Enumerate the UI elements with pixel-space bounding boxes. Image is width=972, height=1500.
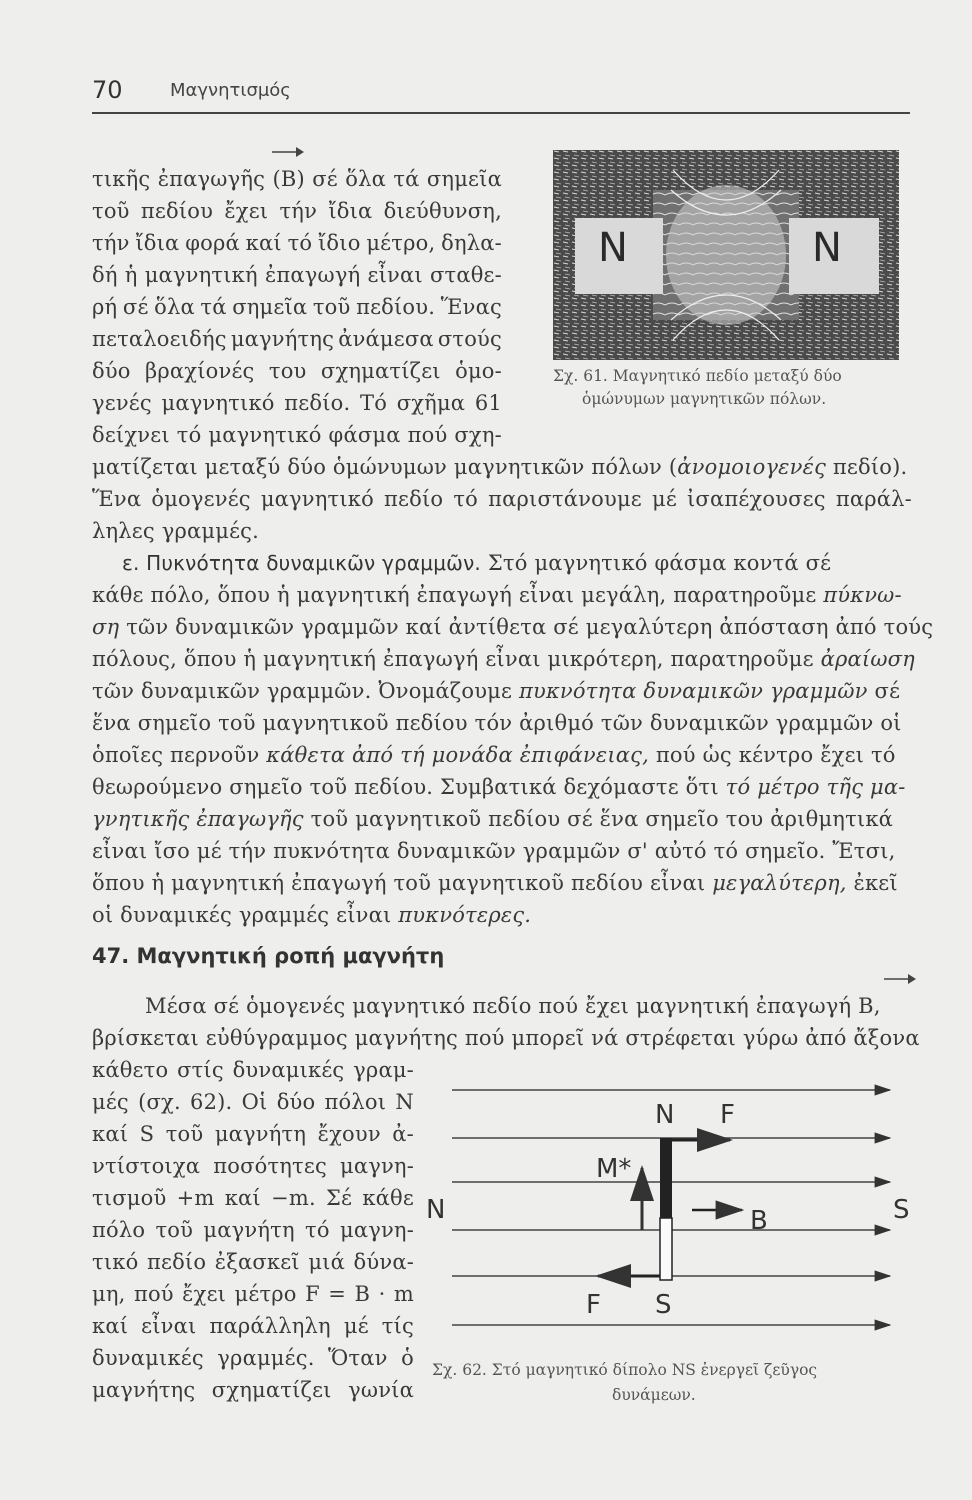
text-line: πόλο τοῦ μαγνήτη τό μαγνη- [92, 1218, 414, 1242]
text-line: τικό πεδίο ἐξασκεῖ μιά δύνα- [92, 1250, 414, 1274]
text-line: θεωρούμενο σημεῖο τοῦ πεδίου. Συμβατικά δεχόμαστε ὅτι τό μέτρο τῆς μα- [92, 775, 906, 799]
section-47-heading: 47. Μαγνητική ροπή μαγνήτη [92, 944, 445, 968]
section-e-heading: ε. Πυκνότητα δυναμικῶν γραμμῶν. [122, 551, 481, 575]
figure-62-caption: Σχ. 62. Στό μαγνητικό δίπολο NS ἐνεργεῖ ζεῦγος [432, 1361, 818, 1379]
label-f-bottom: F [586, 1290, 601, 1320]
label-s-bottom: S [655, 1290, 672, 1320]
label-m-star: M* [596, 1154, 632, 1184]
text-line: ληλες γραμμές. [92, 519, 260, 543]
text-line: μη, πού ἔχει μέτρο F = B · m [92, 1282, 414, 1306]
text-line: δή ἡ μαγνητική ἐπαγωγή εἶναι σταθε- [92, 263, 502, 287]
text-line: δυναμικές γραμμές. Ὅταν ὁ [92, 1346, 414, 1370]
text-line: ε. Πυκνότητα δυναμικῶν γραμμῶν. Στό μαγνητικό φάσμα κοντά σέ [122, 551, 832, 575]
text-line: τῶν δυναμικῶν γραμμῶν. Ὀνομάζουμε πυκνότητα δυναμικῶν γραμμῶν σέ [92, 679, 901, 703]
text-line: Μέσα σέ ὁμογενές μαγνητικό πεδίο πού ἔχει μαγνητική ἐπαγωγή B, [145, 994, 881, 1018]
text-line: ση τῶν δυναμικῶν γραμμῶν καί ἀντίθετα σέ μεγαλύτερη ἀπόσταση ἀπό τούς [92, 615, 934, 639]
text-line: κάθε πόλο, ὅπου ἡ μαγνητική ἐπαγωγή εἶναι μεγάλη, παρατηροῦμε πύκνω- [92, 583, 902, 607]
magnet-north [660, 1138, 672, 1218]
text-line: βρίσκεται εὐθύγραμμος μαγνήτης πού μπορεῖ νά στρέφεται γύρω ἀπό ἄξονα [92, 1026, 920, 1050]
text-line: πεταλοειδής μαγνήτης ἀνάμεσα στούς [92, 327, 502, 351]
text-line: δείχνει τό μαγνητικό φάσμα πού σχη- [92, 423, 502, 447]
text-line: καί εἶναι παράλληλη μέ τίς [92, 1314, 414, 1338]
figure-61-caption-2: ὁμώνυμων μαγνητικῶν πόλων. [582, 390, 827, 408]
text-line: οἱ δυναμικές γραμμές εἶναι πυκνότερες. [92, 903, 532, 927]
magnet-south [660, 1218, 672, 1280]
text-line: ρή σέ ὅλα τά σημεῖα τοῦ πεδίου. Ἕνας [92, 295, 502, 319]
text-line: Ἕνα ὁμογενές μαγνητικό πεδίο τό παριστάνουμε μέ ἰσαπέχουσες παράλ- [92, 487, 912, 511]
text-line: τισμοῦ +m καί −m. Σέ κάθε [92, 1186, 414, 1210]
label-f-top: F [720, 1100, 735, 1130]
text-line: τήν ἴδια φορά καί τό ἴδιο μέτρο, δηλα- [92, 231, 502, 255]
text-line: τοῦ πεδίου ἔχει τήν ἴδια διεύθυνση, [92, 199, 502, 223]
text-line: δύο βραχίονές του σχηματίζει ὁμο- [92, 359, 502, 383]
text-line: γνητικῆς ἐπαγωγῆς τοῦ μαγνητικοῦ πεδίου σέ ἕνα σημεῖο του ἀριθμητικά [92, 807, 894, 831]
text-line: ἕνα σημεῖο τοῦ μαγνητικοῦ πεδίου τόν ἀριθμό τῶν δυναμικῶν γραμμῶν οἱ [92, 711, 902, 735]
page-number: 70 [92, 76, 123, 104]
text-line: κάθετο στίς δυναμικές γραμ- [92, 1058, 414, 1082]
vector-arrow-icon [882, 972, 918, 986]
text-line: ὅπου ἡ μαγνητική ἐπαγωγή τοῦ μαγνητικοῦ πεδίου εἶναι μεγαλύτερη, ἐκεῖ [92, 871, 898, 895]
label-b: B [750, 1206, 768, 1236]
text-line: ντίστοιχα ποσότητες μαγνη- [92, 1154, 414, 1178]
label-s-right: S [893, 1195, 910, 1225]
text-line: πόλους, ὅπου ἡ μαγνητική ἐπαγωγή εἶναι μικρότερη, παρατηροῦμε ἀραίωση [92, 647, 915, 671]
text-line: εἶναι ἴσο μέ τήν πυκνότητα δυναμικῶν γραμμῶν σ' αὐτό τό σημεῖο. Ἔτσι, [92, 839, 896, 863]
running-title: Μαγνητισμός [170, 80, 291, 101]
text-line: ὁποῖες περνοῦν κάθετα ἀπό τή μονάδα ἐπιφάνειας, πού ὡς κέντρο ἔχει τό [92, 743, 896, 767]
text-line: γενές μαγνητικό πεδίο. Τό σχῆμα 61 [92, 391, 502, 415]
text-line: τικῆς ἐπαγωγῆς (B) σέ ὅλα τά σημεῖα [92, 167, 502, 191]
vector-arrow-icon [270, 145, 306, 159]
label-n-top: N [655, 1100, 675, 1130]
pole-label-right: N [812, 225, 842, 271]
header-rule [92, 112, 910, 114]
text-line: μές (σχ. 62). Οἱ δύο πόλοι N [92, 1090, 414, 1114]
figure-62-caption-2: δυνάμεων. [612, 1386, 696, 1404]
text-line: ματίζεται μεταξύ δύο ὁμώνυμων μαγνητικῶν πόλων (ἀνομοιογενές πεδίο). [92, 455, 908, 479]
text-line: καί S τοῦ μαγνήτη ἔχουν ἀ- [92, 1122, 414, 1146]
figure-61-caption: Σχ. 61. Μαγνητικό πεδίο μεταξύ δύο [553, 367, 842, 385]
text-line: μαγνήτης σχηματίζει γωνία [92, 1378, 414, 1402]
pole-label-left: N [598, 225, 628, 271]
label-n-left: N [426, 1195, 446, 1225]
